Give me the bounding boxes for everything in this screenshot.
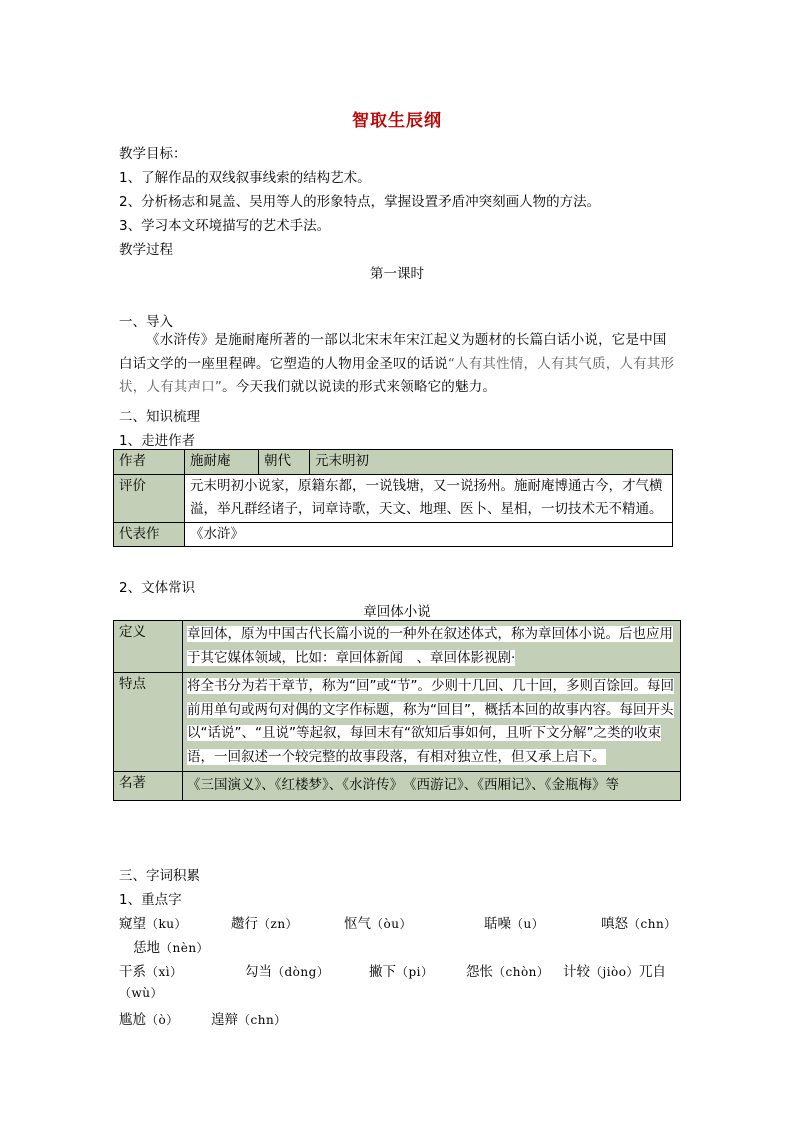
era-value: 元末明初	[310, 450, 673, 475]
work-value: 《水浒》	[185, 522, 673, 547]
intro-quote: “人有其性情，人有其气质，人有其形状，人有其声口”	[119, 355, 675, 395]
vocab-item: 遑辩（chn）	[211, 1012, 287, 1028]
objectives-heading: 教学目标：	[119, 146, 187, 162]
lesson-title: 第一课时	[370, 266, 424, 282]
label-author: 作者	[114, 450, 185, 475]
knowledge-heading: 二、知识梳理	[119, 409, 200, 425]
vocab-item: 趱行（zn）	[231, 916, 299, 932]
definition-text: 章回体，原为中国古代长篇小说的一种外在叙述体式，称为章回体小说。后也应用于其它媒体领域，比如：章回体新闻 、章回体影视剧·	[187, 626, 673, 666]
intro-text: 《水浒传》是施耐庵所著的一部以北宋末年宋江起义为题材的长篇白话小说，它是中国白话文学的一座里程碑。它塑造的人物用金圣叹的话说	[119, 332, 667, 372]
vocab-subheading: 1、重点字	[119, 892, 182, 908]
vocab-item: 怨怅（chòn）	[466, 964, 550, 980]
review-value: 元末明初小说家，原籍东都，一说钱塘，又一说扬州。施耐庵博通古今，才气横溢，举凡群经诸子，词章诗歌，天文、地理、医卜、星相，一切技术无不精通。	[185, 474, 673, 522]
page-title: 智取生辰纲	[352, 111, 442, 131]
vocab-item: 恁地（nèn）	[133, 940, 210, 956]
author-table	[113, 449, 673, 547]
vocab-item: 尴尬（ò）	[119, 1012, 179, 1028]
vocab-item: 嗔怒（chn）	[601, 916, 677, 932]
objective-item: 3、学习本文环境描写的艺术手法。	[119, 218, 331, 234]
vocab-item: 聒噪（u）	[484, 916, 545, 932]
label-work: 代表作	[114, 522, 185, 547]
features-value	[183, 673, 681, 772]
definition-value	[183, 621, 681, 673]
label-works: 名著	[114, 772, 183, 801]
label-definition: 定义	[114, 621, 183, 673]
intro-text-end: 。今天我们就以说读的形式来领略它的魅力。	[222, 379, 497, 395]
genre-title: 章回体小说	[363, 604, 431, 620]
works-value: 《三国演义》、《红楼梦》、《水浒传》 《西游记》、《西厢记》、《金瓶梅》等	[183, 772, 681, 801]
objective-item: 2、分析杨志和晁盖、吴用等人的形象特点，掌握设置矛盾冲突刻画人物的方法。	[119, 194, 601, 210]
vocab-heading: 三、字词积累	[119, 868, 200, 884]
objective-item: 1、了解作品的双线叙事线索的结构艺术。	[119, 170, 371, 186]
vocab-item: 勾当（dòng）	[245, 964, 330, 980]
label-review: 评价	[114, 474, 185, 522]
genre-heading: 2、文体常识	[119, 580, 196, 596]
vocab-item: 怄气（òu）	[344, 916, 412, 932]
vocab-item: 撇下（pi）	[369, 964, 434, 980]
vocab-item: 干系（xì）	[119, 964, 183, 980]
intro-heading: 一、导入	[119, 314, 173, 330]
label-era: 朝代	[259, 450, 310, 475]
features-text: 将全书分为若干章节，称为“回”或“节”。少则十几回、几十回，多则百馀回。每回前用单句或两句对偶的文字作标题，称为“回目”，概括本回的故事内容。每回开头以“话说”、“且说”等起叙，每回末有“欲知后事如何，且听下文分解”之类的收束语，一回叙述一个较完整的故事段落，有相对独立性，但又承上启下。	[187, 678, 674, 765]
author-value: 施耐庵	[185, 450, 259, 475]
intro-paragraph	[119, 329, 675, 400]
vocab-word: 兀自	[639, 964, 667, 980]
genre-table	[113, 620, 681, 801]
label-features: 特点	[114, 673, 183, 772]
author-heading: 1、走进作者	[119, 433, 196, 449]
vocab-item: 窥望（ku）	[119, 916, 188, 932]
vocab-item: 计较（jiòo）兀自	[563, 964, 667, 980]
process-heading: 教学过程	[119, 242, 173, 258]
vocab-item: （wù）	[119, 986, 164, 1000]
